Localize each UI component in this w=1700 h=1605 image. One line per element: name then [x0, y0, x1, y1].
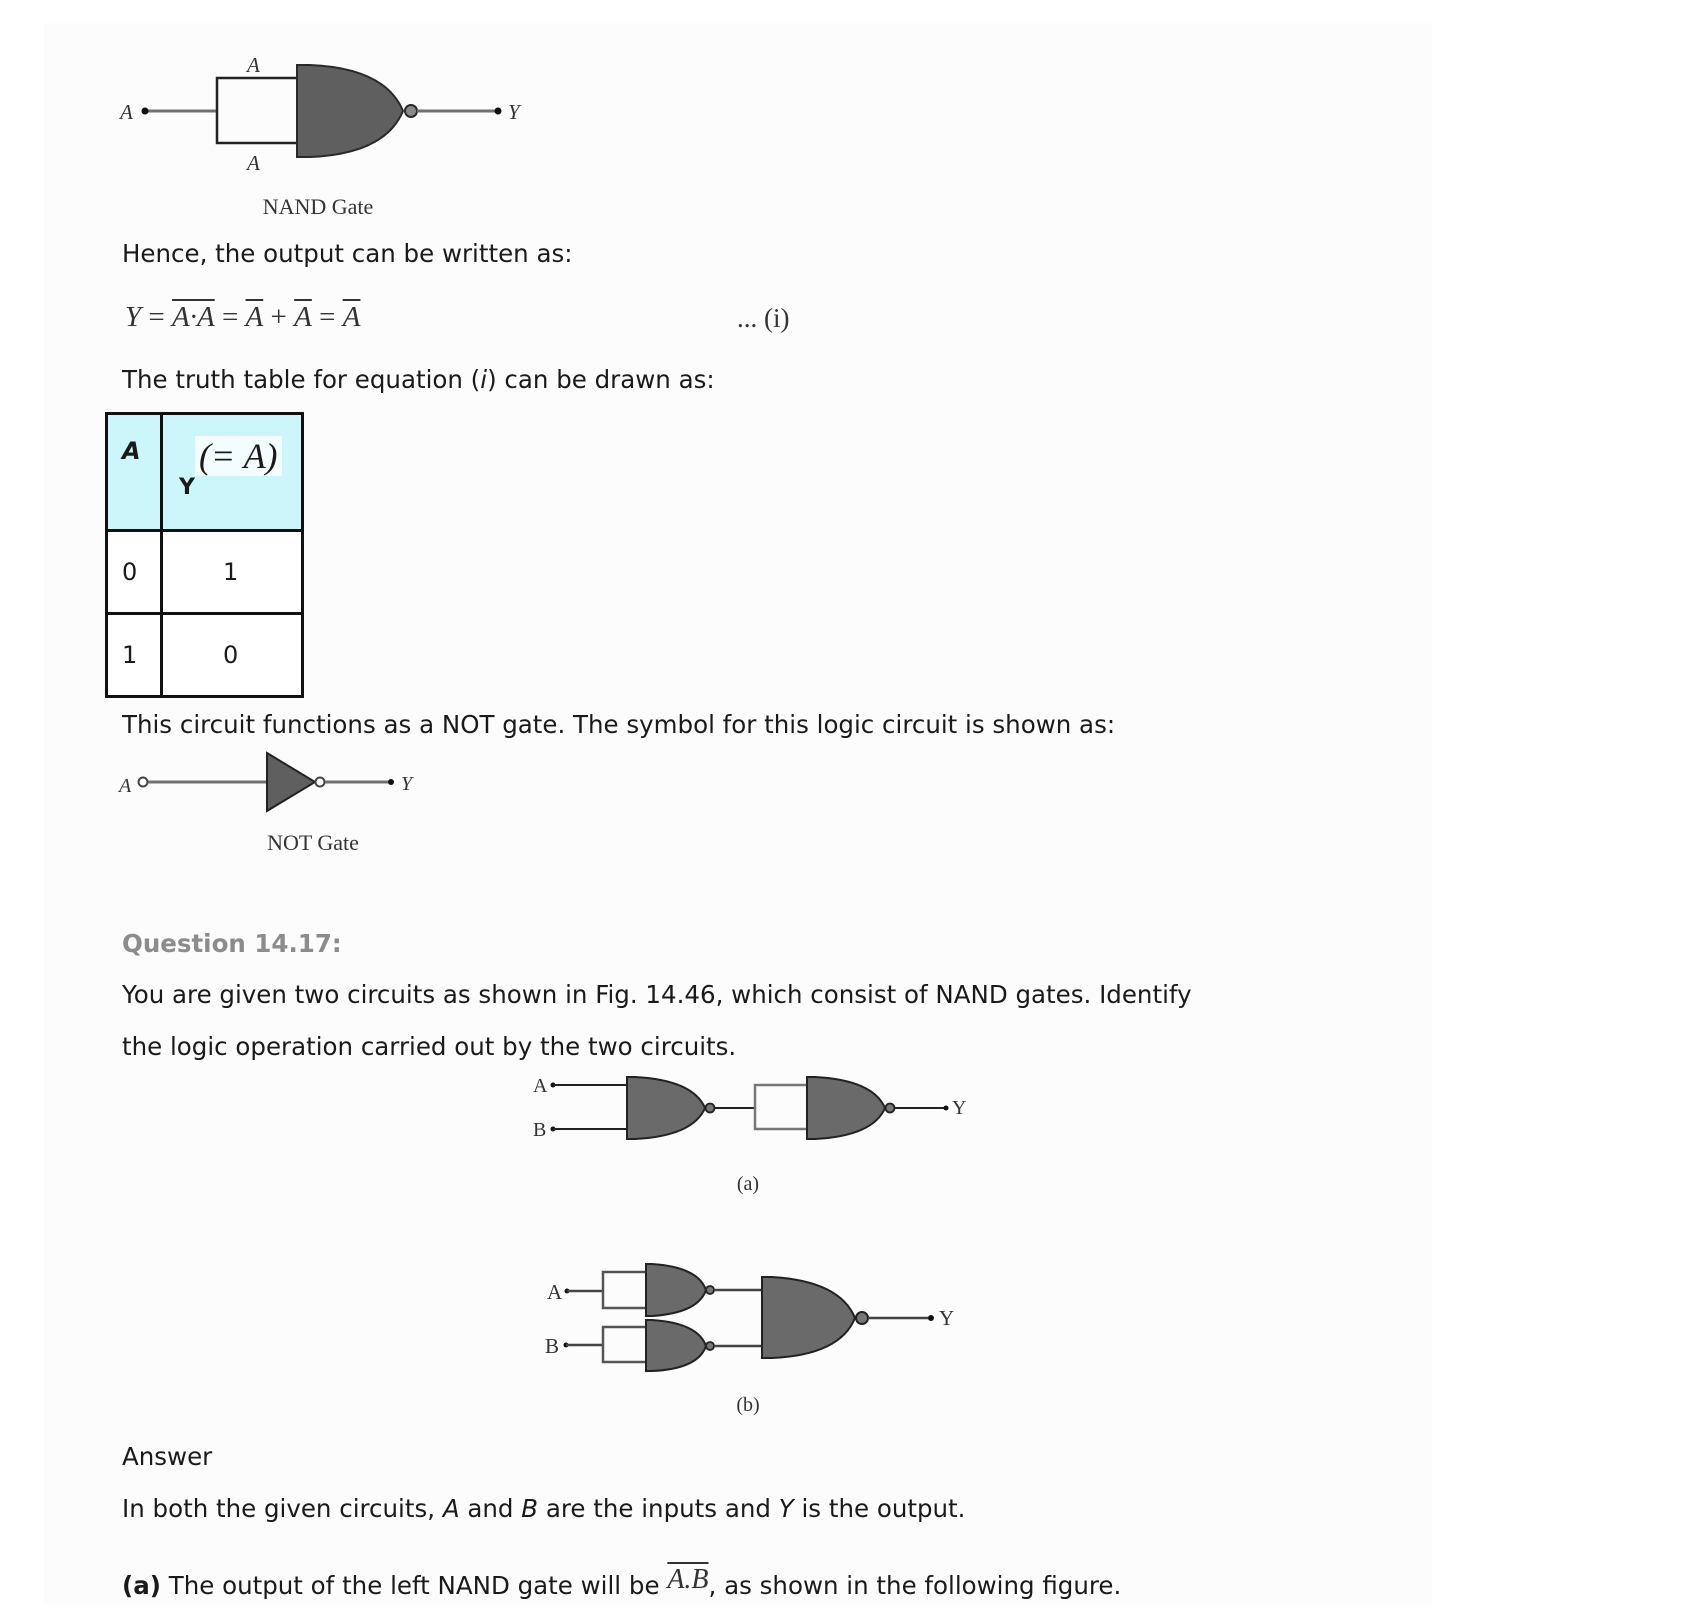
answer-line-1-b: B	[521, 1494, 539, 1523]
input-terminal-dot	[142, 108, 149, 115]
not-gate-triangle	[267, 753, 315, 811]
header-y: Y	[179, 475, 195, 500]
nand-gate-body	[297, 65, 403, 157]
circuit-a-nand-2	[807, 1077, 885, 1139]
eq-y: Y	[125, 301, 142, 333]
circuit-b-nand-b	[646, 1320, 706, 1371]
header-y-group	[163, 415, 301, 500]
truth-table-intro-i: i	[480, 365, 488, 394]
answer-line-1-y: Y	[778, 1494, 794, 1523]
equation-reference: ... (i)	[737, 303, 790, 333]
circuit-a-nand-1	[627, 1077, 705, 1139]
eq-equals-3: =	[311, 301, 343, 333]
not-caption: NOT Gate	[267, 830, 359, 855]
table-row	[107, 531, 303, 614]
answer-line-2-expr: A.B	[667, 1564, 709, 1595]
table-row	[107, 614, 303, 697]
cell-y	[162, 531, 303, 614]
eq-a-bar-3: $\overline{A}$	[342, 301, 361, 333]
not-input-label: A	[119, 775, 132, 797]
cell-a-value: 1	[122, 641, 138, 669]
circuit-b-bubble-final	[856, 1312, 868, 1324]
nand-upper-label: A	[247, 53, 260, 77]
nand-input-label: A	[120, 100, 133, 124]
circuit-a-caption: (a)	[736, 1173, 760, 1195]
split-wires	[217, 78, 297, 143]
answer-line-2-label: (a)	[122, 1571, 161, 1600]
cell-y-value: 1	[223, 558, 239, 586]
header-cell-a	[107, 414, 162, 531]
cell-a	[107, 614, 162, 697]
circuit-b-split-b	[603, 1327, 646, 1362]
circuit-b-bubble-b	[706, 1342, 714, 1350]
circuit-b-label-a: A	[547, 1280, 563, 1304]
answer-heading: Answer	[122, 1442, 213, 1471]
eq-a-bar-1: $\overline{A}$	[245, 301, 264, 333]
output-terminal-dot	[495, 108, 502, 115]
answer-line-2	[122, 1564, 1122, 1600]
question-heading: Question 14.17:	[122, 929, 342, 958]
circuit-a-bubble-2	[886, 1104, 895, 1113]
eq-term-nand: A·A	[172, 301, 215, 333]
header-a: A	[122, 437, 141, 465]
eq-a-bar-2: $\overline{A}$	[294, 301, 312, 333]
nand-lower-label: A	[247, 151, 260, 175]
eq-equals-2: =	[214, 301, 246, 333]
answer-line-1-p1: In both the given circuits,	[122, 1494, 443, 1523]
nand-bubble	[405, 105, 417, 117]
cell-y	[162, 614, 303, 697]
cell-a-value: 0	[122, 558, 138, 586]
answer-line-1-a: A	[442, 1494, 460, 1523]
truth-table-intro	[122, 365, 715, 394]
circuit-a-split	[755, 1085, 807, 1129]
hence-line: Hence, the output can be written as:	[122, 239, 573, 268]
equation	[125, 303, 360, 332]
not-bubble	[316, 778, 325, 787]
answer-line-1-p4: is the output.	[793, 1494, 966, 1523]
nand-gate-figure	[100, 45, 560, 225]
not-input-terminal	[139, 778, 148, 787]
cell-y-value: 0	[223, 641, 239, 669]
truth-table-header-row	[107, 414, 303, 531]
circuit-b-bubble-a	[706, 1286, 714, 1294]
answer-line-2-p1: The output of the left NAND gate will be	[160, 1571, 668, 1600]
circuit-b-nand-a	[646, 1264, 706, 1316]
truth-table	[105, 412, 304, 698]
nand-output-label: Y	[508, 100, 520, 124]
circuit-b-label-y: Y	[939, 1306, 955, 1330]
not-output-label: Y	[401, 773, 413, 795]
not-output-dot	[388, 779, 394, 785]
question-line-1: You are given two circuits as shown in Fig. 14.46, which consist of NAND gates. Identify	[122, 980, 1192, 1009]
nand-caption: NAND Gate	[262, 194, 374, 219]
circuit-a-bubble-1	[706, 1104, 715, 1113]
eq-plus: +	[263, 301, 295, 333]
eq-equals-1: =	[141, 301, 172, 333]
answer-line-2-p2: , as shown in the following figure.	[708, 1571, 1122, 1600]
circuit-a-label-y: Y	[952, 1097, 967, 1119]
circuit-b-caption: (b)	[736, 1394, 760, 1416]
answer-line-1	[122, 1494, 966, 1523]
circuit-a-label-a: A	[533, 1075, 548, 1097]
not-gate-line: This circuit functions as a NOT gate. The symbol for this logic circuit is shown as:	[122, 710, 1116, 739]
circuit-b-label-b: B	[545, 1334, 560, 1358]
circuit-b-figure	[530, 1258, 990, 1418]
not-gate-figure	[110, 745, 430, 860]
truth-table-intro-post: ) can be drawn as:	[487, 365, 715, 394]
circuit-b-nand-final	[762, 1277, 855, 1358]
header-y-expression: (= A)	[195, 436, 282, 476]
circuit-a-label-b: B	[533, 1119, 547, 1141]
question-line-2: the logic operation carried out by the two circuits.	[122, 1032, 737, 1061]
answer-line-1-p2: and	[459, 1494, 522, 1523]
header-cell-y	[162, 414, 303, 531]
truth-table-intro-pre: The truth table for equation (	[122, 365, 481, 394]
answer-line-1-p3: are the inputs and	[538, 1494, 779, 1523]
circuit-b-split-a	[603, 1272, 646, 1308]
cell-a	[107, 531, 162, 614]
circuit-b-output-dot	[928, 1315, 934, 1321]
circuit-a-output-dot	[944, 1106, 949, 1111]
circuit-a-figure	[520, 1070, 1000, 1200]
